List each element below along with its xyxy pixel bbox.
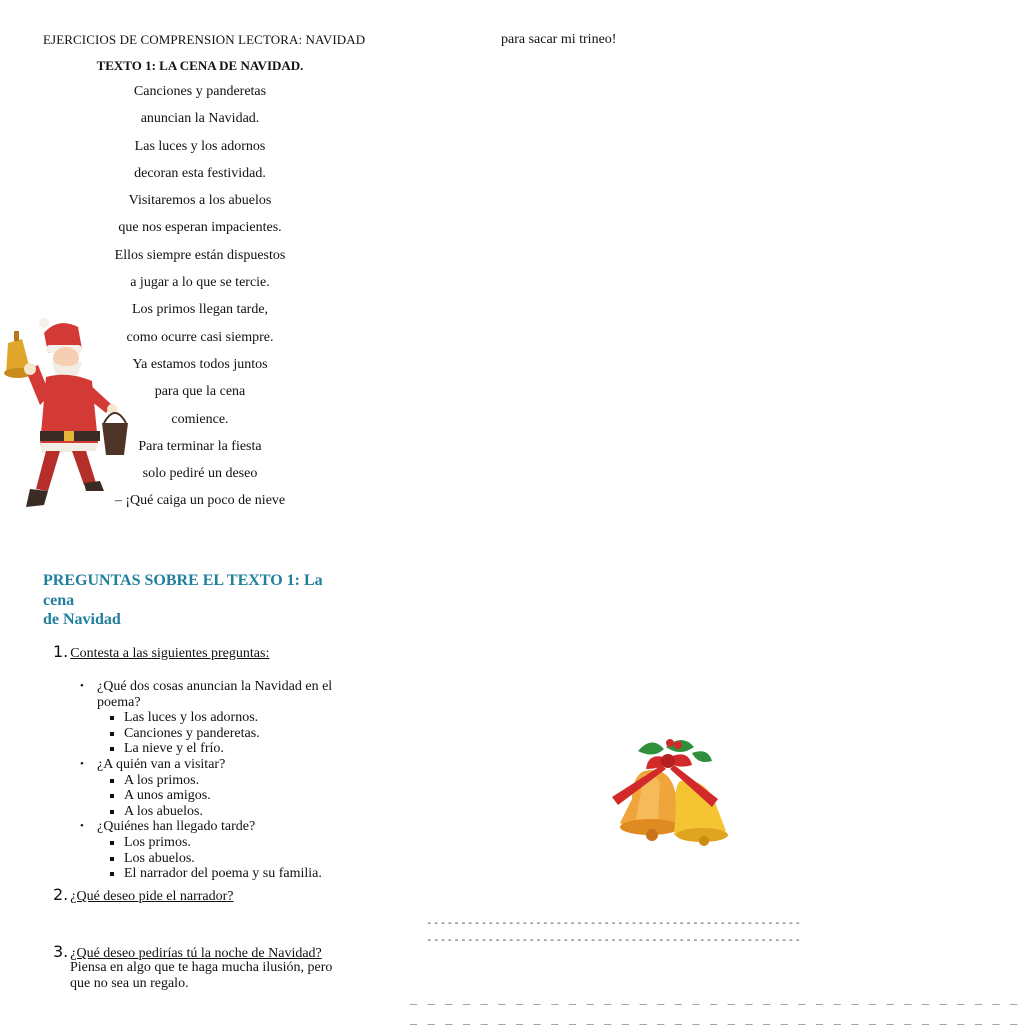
question-3: [53, 942, 322, 962]
poem-line: Las luces y los adornos: [134, 138, 266, 154]
bells-illustration: [608, 735, 734, 849]
poem-line: comience.: [171, 411, 229, 427]
document-header: EJERCICIOS DE COMPRENSION LECTORA: NAVIDAD: [43, 32, 366, 47]
question-1-items: [80, 679, 350, 882]
poem-line: solo pediré un deseo: [142, 466, 258, 482]
answer-option[interactable]: La nieve y el frío.: [97, 741, 350, 757]
answer-line[interactable]: _ _ _ _ _ _ _ _ _ _ _ _ _ _ _ _ _ _ _ _ _ _ _ _ _ _ _ _ _ _ _ _ _ _ _: [410, 991, 1019, 1005]
answer-option[interactable]: A unos amigos.: [97, 788, 350, 804]
question-3-instructions: Piensa en algo que te haga mucha ilusión, pero que no sea un regalo.: [70, 960, 333, 991]
question-2: [53, 885, 234, 905]
question-number: 2.: [53, 885, 69, 904]
question-text: ¿Qué deseo pide el narrador?: [70, 889, 234, 904]
answer-option[interactable]: Canciones y panderetas.: [97, 726, 350, 742]
answer-option[interactable]: Los primos.: [97, 835, 350, 851]
sub-question-text: ¿Quiénes han llegado tarde?: [97, 819, 256, 835]
sub-question: [80, 819, 350, 881]
answer-line[interactable]: -------------------------------------------------------: [426, 933, 802, 946]
poem-title: TEXTO 1: LA CENA DE NAVIDAD.: [96, 58, 304, 73]
poem-line: Visitaremos a los abuelos: [128, 193, 272, 209]
sub-question-text: ¿A quién van a visitar?: [97, 756, 226, 772]
questions-heading: [43, 571, 343, 630]
poem-line: como ocurre casi siempre.: [126, 329, 274, 345]
answer-option[interactable]: Las luces y los adornos.: [97, 710, 350, 726]
questions-heading-line: cena: [43, 591, 75, 609]
poem-line: decoran esta festividad.: [134, 165, 266, 181]
question-text: ¿Qué deseo pedirías tú la noche de Navidad?: [70, 946, 322, 961]
answer-options: [97, 835, 350, 882]
answer-line[interactable]: -------------------------------------------------------: [426, 916, 802, 929]
poem-line: anuncian la Navidad.: [140, 111, 260, 127]
poem-line: – ¡Qué caiga un poco de nieve: [114, 493, 286, 509]
answer-option[interactable]: A los primos.: [97, 773, 350, 789]
question-number: 1.: [53, 642, 69, 661]
answer-options: [97, 710, 350, 757]
poem-line: Ya estamos todos juntos: [132, 356, 268, 372]
poem-line: Los primos llegan tarde,: [131, 302, 269, 318]
answer-line[interactable]: _ _ _ _ _ _ _ _ _ _ _ _ _ _ _ _ _ _ _ _ _ _ _ _ _ _ _ _ _ _ _ _ _ _ _: [410, 1011, 1019, 1025]
poem-line: Ellos siempre están dispuestos: [114, 247, 286, 263]
answer-option[interactable]: Los abuelos.: [97, 851, 350, 867]
answer-option[interactable]: El narrador del poema y su familia.: [97, 866, 350, 882]
poem-line: Para terminar la fiesta: [138, 438, 262, 454]
sub-question: [80, 679, 350, 757]
questions-heading-line: de Navidad: [43, 611, 121, 628]
question-text: Contesta a las siguientes preguntas:: [70, 646, 270, 661]
poem-line: a jugar a lo que se tercie.: [130, 275, 270, 291]
sub-question-text: ¿Qué dos cosas anuncian la Navidad en el poema?: [97, 679, 333, 710]
questions-heading-line: PREGUNTAS SOBRE EL TEXTO 1: La: [43, 572, 323, 589]
answer-option[interactable]: A los abuelos.: [97, 804, 350, 820]
santa-illustration: [0, 313, 135, 513]
sub-question: [80, 757, 350, 819]
question-number: 3.: [53, 942, 69, 961]
poem-continuation-line: para sacar mi trineo!: [501, 32, 617, 47]
poem-line: Canciones y panderetas: [133, 84, 267, 99]
question-1: [53, 642, 269, 662]
poem-line: que nos esperan impacientes.: [118, 220, 282, 236]
poem-line: para que la cena: [154, 384, 246, 400]
answer-options: [97, 773, 350, 820]
